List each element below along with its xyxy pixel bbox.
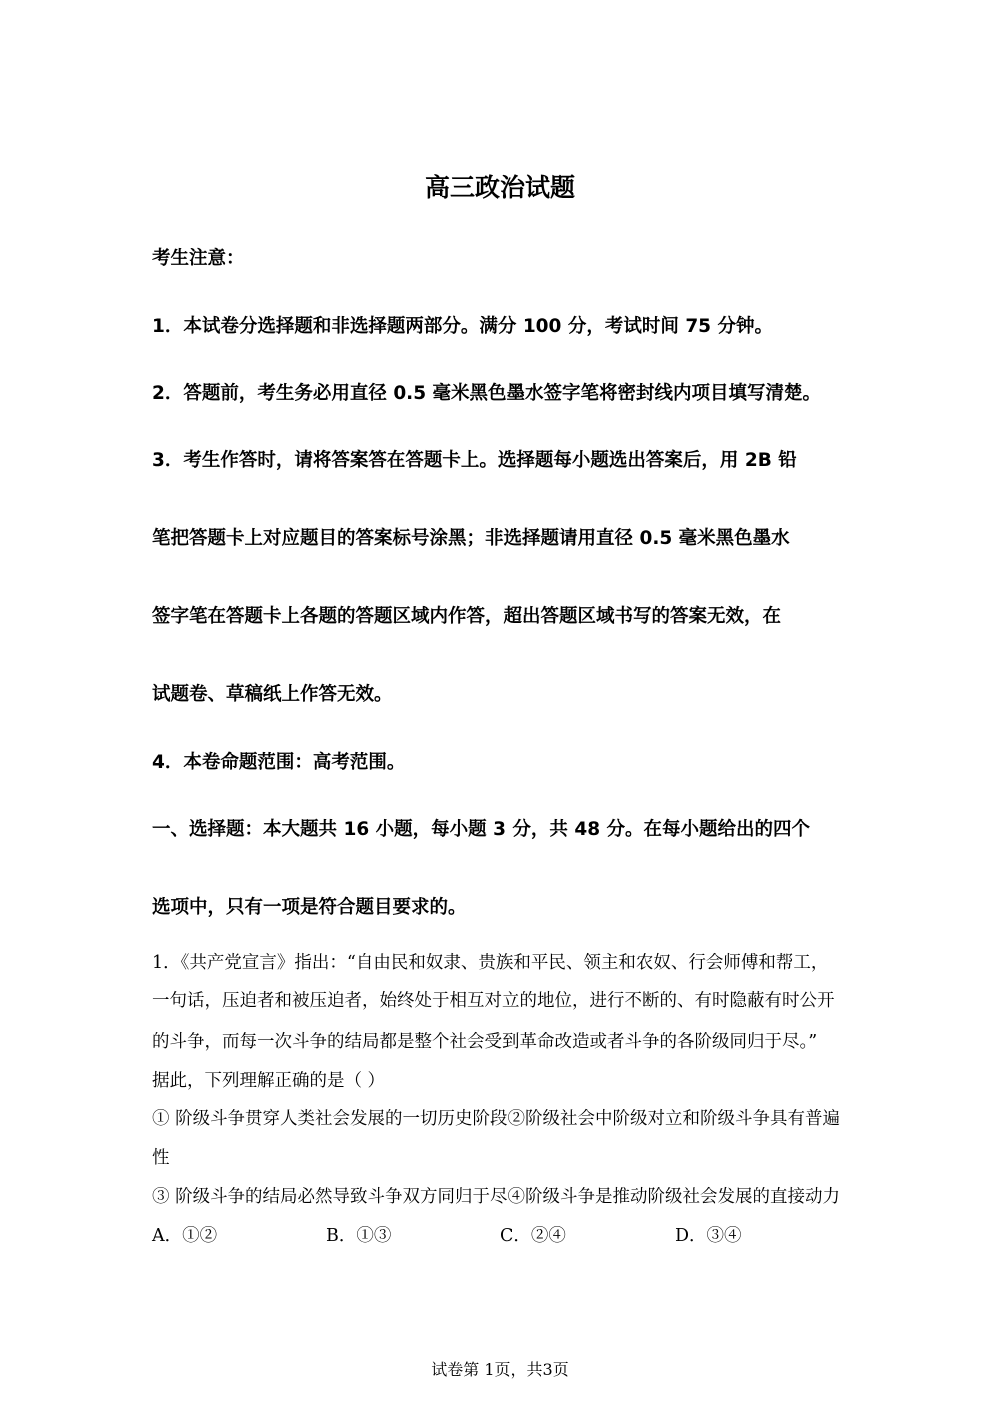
option-a: A．①②: [152, 1226, 218, 1246]
section-heading-line-2: 选项中，只有一项是符合题目要求的。: [152, 897, 467, 918]
option-c: C．②④: [500, 1226, 566, 1246]
notice-item-1: 1．本试卷分选择题和非选择题两部分。满分 100 分，考试时间 75 分钟。: [152, 316, 773, 337]
page-footer: 试卷第 1页，共3页: [431, 1360, 569, 1379]
notice-item-4: 4．本卷命题范围：高考范围。: [152, 752, 406, 773]
question-1-line-6: 性: [152, 1148, 170, 1168]
notice-item-3-line-2: 笔把答题卡上对应题目的答案标号涂黑；非选择题请用直径 0.5 毫米黑色墨水: [152, 528, 790, 549]
question-1-line-1: 1．《共产党宣言》指出：“自由民和奴隶、贵族和平民、领主和农奴、行会师傅和帮工，: [152, 953, 829, 973]
question-1-line-4: 据此，下列理解正确的是（ ）: [152, 1071, 386, 1091]
notice-item-3-line-4: 试题卷、草稿纸上作答无效。: [152, 684, 393, 705]
question-1-line-2: 一句话，压迫者和被压迫者，始终处于相互对立的地位，进行不断的、有时隐蔽有时公开: [152, 991, 835, 1011]
notice-item-2: 2．答题前，考生务必用直径 0.5 毫米黑色墨水签字笔将密封线内项目填写清楚。: [152, 383, 822, 404]
notice-heading: 考生注意：: [152, 248, 245, 269]
notice-item-3-line-3: 签字笔在答题卡上各题的答题区域内作答，超出答题区域书写的答案无效，在: [152, 606, 782, 627]
page-title: 高三政治试题: [424, 173, 575, 202]
question-1-line-7: ③ 阶级斗争的结局必然导致斗争双方同归于尽④阶级斗争是推动阶级社会发展的直接动力: [152, 1187, 841, 1207]
question-1-line-5: ① 阶级斗争贯穿人类社会发展的一切历史阶段②阶级社会中阶级对立和阶级斗争具有普遍: [152, 1109, 841, 1129]
option-b: B．①③: [326, 1226, 392, 1246]
option-d: D．③④: [675, 1226, 742, 1246]
section-heading-line-1: 一、选择题：本大题共 16 小题，每小题 3 分，共 48 分。在每小题给出的四个: [152, 819, 811, 840]
question-1-line-3: 的斗争，而每一次斗争的结局都是整个社会受到革命改造或者斗争的各阶级同归于尽。”: [152, 1032, 818, 1052]
notice-item-3-line-1: 3．考生作答时，请将答案答在答题卡上。选择题每小题选出答案后，用 2B 铅: [152, 450, 797, 471]
